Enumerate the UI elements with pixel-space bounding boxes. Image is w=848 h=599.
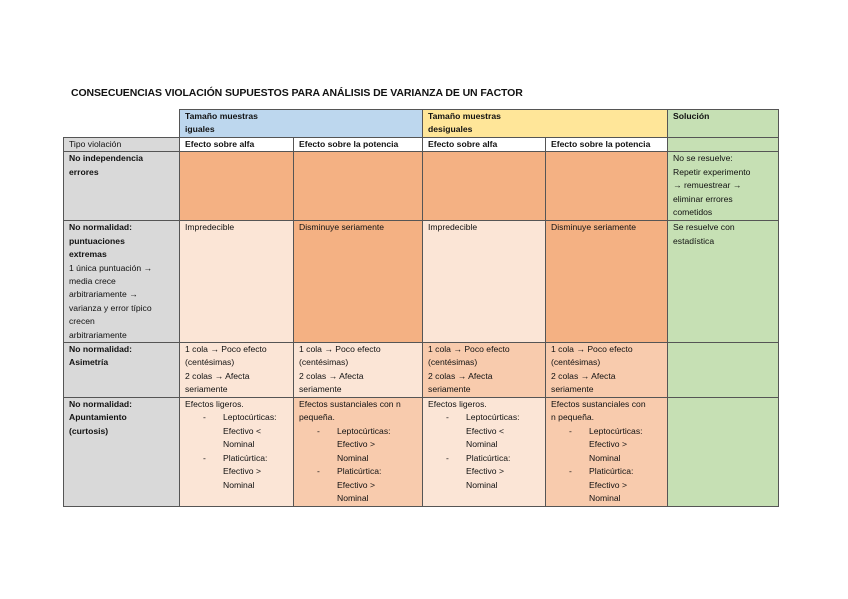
- col-header-power-equal: Efecto sobre la potencia: [294, 138, 423, 152]
- col-header-alpha-equal: Efecto sobre alfa: [180, 138, 294, 152]
- table-row-kurtosis: [64, 398, 779, 507]
- cell-solution: No se resuelve: Repetir experimento → remuestrear → eliminar errores cometidos: [668, 152, 779, 221]
- table-row-outliers: [64, 221, 779, 343]
- list: [428, 411, 541, 491]
- header-unequal-samples: Tamaño muestras desiguales: [423, 110, 668, 138]
- cell-alpha-equal: Efectos ligeros. - Leptocúrticas: Efectivo < Nominal - Platicúrtica: Efectivo > Nominal: [180, 398, 294, 507]
- table-row-independence: [64, 152, 779, 221]
- header-solution: Solución: [668, 110, 779, 138]
- list-item: - Leptocúrticas: Efectivo < Nominal: [185, 411, 289, 451]
- cell-alpha-unequal: 1 cola → Poco efecto (centésimas) 2 colas → Afecta seriamente: [423, 343, 546, 398]
- list: [551, 425, 663, 505]
- col-header-solution-empty: [668, 138, 779, 152]
- empty-corner-cell: [64, 110, 180, 138]
- cell-power-equal: Efectos sustanciales con n pequeña. - Leptocúrticas: Efectivo > Nominal - Platicúrtica: Efectivo > Nominal: [294, 398, 423, 507]
- col-header-type: Tipo violación: [64, 138, 180, 152]
- cell-power-equal: Disminuye seriamente: [294, 221, 423, 343]
- table-row-asymmetry: [64, 343, 779, 398]
- cell-alpha-unequal: [423, 152, 546, 221]
- list-item: - Platicúrtica: Efectivo > Nominal: [299, 465, 418, 505]
- list-item: - Leptocúrticas: Efectivo < Nominal: [428, 411, 541, 451]
- document-title: CONSECUENCIAS VIOLACIÓN SUPUESTOS PARA ANÁLISIS DE VARIANZA DE UN FACTOR: [71, 87, 523, 99]
- list-item: - Leptocúrticas: Efectivo > Nominal: [551, 425, 663, 465]
- list-item: - Platicúrtica: Efectivo > Nominal: [551, 465, 663, 505]
- row-label-outliers: No normalidad: puntuaciones extremas 1 única puntuación → media crece arbitrariamente → varianza y error típico crecen arbitrariamente: [64, 221, 180, 343]
- cell-power-unequal: [546, 152, 668, 221]
- list-item: - Leptocúrticas: Efectivo > Nominal: [299, 425, 418, 465]
- cell-power-unequal: Efectos sustanciales con n pequeña. - Leptocúrticas: Efectivo > Nominal - Platicúrtica: Efectivo > Nominal: [546, 398, 668, 507]
- anova-violations-table: [63, 109, 779, 507]
- cell-solution: Se resuelve con estadística: [668, 221, 779, 343]
- cell-alpha-equal: 1 cola → Poco efecto (centésimas) 2 colas → Afecta seriamente: [180, 343, 294, 398]
- cell-power-unequal: 1 cola → Poco efecto (centésimas) 2 colas → Afecta seriamente: [546, 343, 668, 398]
- row-label-kurtosis: No normalidad: Apuntamiento (curtosis): [64, 398, 180, 507]
- cell-power-equal: 1 cola → Poco efecto (centésimas) 2 colas → Afecta seriamente: [294, 343, 423, 398]
- cell-power-equal: [294, 152, 423, 221]
- header-equal-samples: Tamaño muestras iguales: [180, 110, 423, 138]
- cell-power-unequal: Disminuye seriamente: [546, 221, 668, 343]
- cell-solution: [668, 343, 779, 398]
- cell-alpha-equal: [180, 152, 294, 221]
- list: [185, 411, 289, 491]
- column-header-row: [64, 138, 779, 152]
- list-item: - Platicúrtica: Efectivo > Nominal: [428, 452, 541, 492]
- group-header-row: [64, 110, 779, 138]
- cell-solution: [668, 398, 779, 507]
- list-item: - Platicúrtica: Efectivo > Nominal: [185, 452, 289, 492]
- row-label-independence: No independencia errores: [64, 152, 180, 221]
- list: [299, 425, 418, 505]
- cell-alpha-unequal: Impredecible: [423, 221, 546, 343]
- cell-alpha-unequal: Efectos ligeros. - Leptocúrticas: Efectivo < Nominal - Platicúrtica: Efectivo > Nominal: [423, 398, 546, 507]
- col-header-alpha-unequal: Efecto sobre alfa: [423, 138, 546, 152]
- col-header-power-unequal: Efecto sobre la potencia: [546, 138, 668, 152]
- cell-alpha-equal: Impredecible: [180, 221, 294, 343]
- row-label-asymmetry: No normalidad: Asimetría: [64, 343, 180, 398]
